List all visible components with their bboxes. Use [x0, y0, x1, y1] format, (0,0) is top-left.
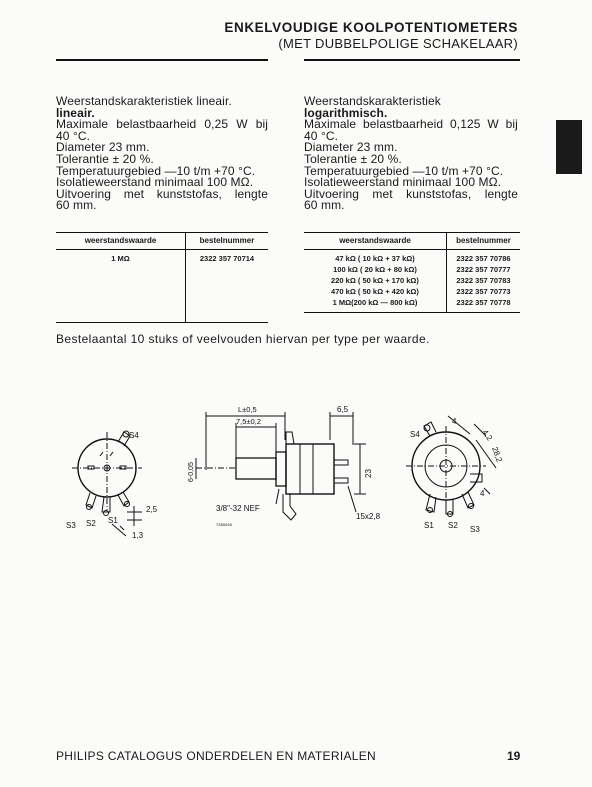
- spec-line: Tolerantie ± 20 %.: [56, 151, 154, 166]
- cell-order-number: 2322 357 70783: [447, 275, 521, 286]
- cell-resistance: 220 kΩ ( 50 kΩ + 170 kΩ): [331, 276, 419, 285]
- spec-line: Isolatieweerstand minimaal 100 MΩ.: [304, 175, 502, 190]
- label-s4-right: S4: [410, 430, 420, 439]
- spec-line: Uitvoering met kunststofas, lengte: [304, 186, 518, 201]
- spec-line: 40 °C.: [56, 128, 91, 143]
- spec-line: Maximale belastbaarheid 0,125 W bij: [304, 117, 518, 132]
- spec-line: Tolerantie ± 20 %.: [304, 151, 402, 166]
- label-s2-right: S2: [448, 521, 458, 530]
- label-dim-4-2: 4,2: [480, 427, 495, 443]
- spec-characteristic: lineair.: [56, 105, 95, 120]
- label-thread: 3/8"-32 NEF: [216, 504, 260, 513]
- label-dim-28-2: 28,2: [490, 445, 504, 464]
- label-s1-right: S1: [424, 521, 434, 530]
- cell-resistance: 470 kΩ ( 50 kΩ + 420 kΩ): [331, 287, 419, 296]
- label-s4-left: S4: [129, 431, 139, 440]
- spec-line: 40 °C.: [304, 128, 339, 143]
- spec-line: Weerstandskarakteristiek: [304, 94, 441, 108]
- label-s3-right: S3: [470, 525, 480, 534]
- column-header-order-number: bestelnummer: [186, 233, 269, 250]
- spec-line: Temperatuurgebied —10 t/m +70 °C.: [304, 163, 504, 178]
- cell-resistance: 1 MΩ: [111, 254, 130, 263]
- spec-line: Isolatieweerstand minimaal 100 MΩ.: [56, 175, 254, 190]
- spec-line: 60 mm.: [56, 198, 97, 213]
- spec-line: Weerstandskarakteristiek lineair.: [56, 94, 232, 108]
- front-view-drawing: [72, 431, 142, 536]
- page-subtitle: (MET DUBBELPOLIGE SCHAKELAAR): [278, 36, 518, 51]
- spec-line: 60 mm.: [304, 198, 345, 213]
- label-dim-6: 6-0,05: [188, 462, 195, 482]
- label-s2-left: S2: [86, 519, 96, 528]
- label-s1-left: S1: [108, 516, 118, 525]
- label-dim-6-5: 6,5: [337, 405, 349, 414]
- label-s3-left: S3: [66, 521, 76, 530]
- label-dim-l: L±0,5: [238, 405, 257, 414]
- label-dim-2-5: 2,5: [146, 505, 158, 514]
- cell-resistance: 1 MΩ(200 kΩ — 800 kΩ): [304, 297, 447, 313]
- page-title: ENKELVOUDIGE KOOLPOTENTIOMETERS: [224, 20, 518, 35]
- cell-resistance: 100 kΩ ( 20 kΩ + 80 kΩ): [333, 265, 417, 274]
- label-dim-4-top: 4: [452, 417, 457, 426]
- spec-characteristic: logarithmisch.: [304, 105, 388, 120]
- spec-line: Diameter 23 mm.: [56, 140, 150, 155]
- spec-line: Temperatuurgebied —10 t/m +70 °C.: [56, 163, 256, 178]
- label-dim-15x2-8: 15x2,8: [356, 512, 381, 521]
- order-quantity-note: Bestelaantal 10 stuks of veelvouden hiervan per type per waarde.: [56, 332, 430, 346]
- page-number: 19: [507, 749, 521, 763]
- label-dim-4-bottom: 4: [480, 489, 485, 498]
- spec-line: Uitvoering met kunststofas, lengte: [56, 186, 268, 201]
- spec-line: Diameter 23 mm.: [304, 140, 398, 155]
- column-header-resistance: weerstandswaarde: [304, 233, 447, 250]
- cell-order-number: 2322 357 70786: [447, 250, 521, 265]
- label-dim-1-3: 1,3: [132, 531, 144, 540]
- catalog-footer: PHILIPS CATALOGUS ONDERDELEN EN MATERIALEN: [56, 749, 376, 763]
- cell-order-number: 2322 357 70777: [447, 264, 521, 275]
- label-dim-23: 23: [364, 469, 373, 478]
- label-dim-7-5: 7,5±0,2: [236, 417, 261, 426]
- cell-order-number: 2322 357 70778: [447, 297, 521, 313]
- column-header-order-number: bestelnummer: [447, 233, 521, 250]
- cell-resistance: 47 kΩ ( 10 kΩ + 37 kΩ): [335, 254, 415, 263]
- cell-order-number: 2322 357 70773: [447, 286, 521, 297]
- column-header-resistance: weerstandswaarde: [56, 233, 186, 250]
- cell-order-number: 2322 357 70714: [186, 250, 269, 265]
- label-drawing-code: 7Z80026: [216, 522, 232, 527]
- spec-line: Maximale belastbaarheid 0,25 W bij: [56, 117, 268, 132]
